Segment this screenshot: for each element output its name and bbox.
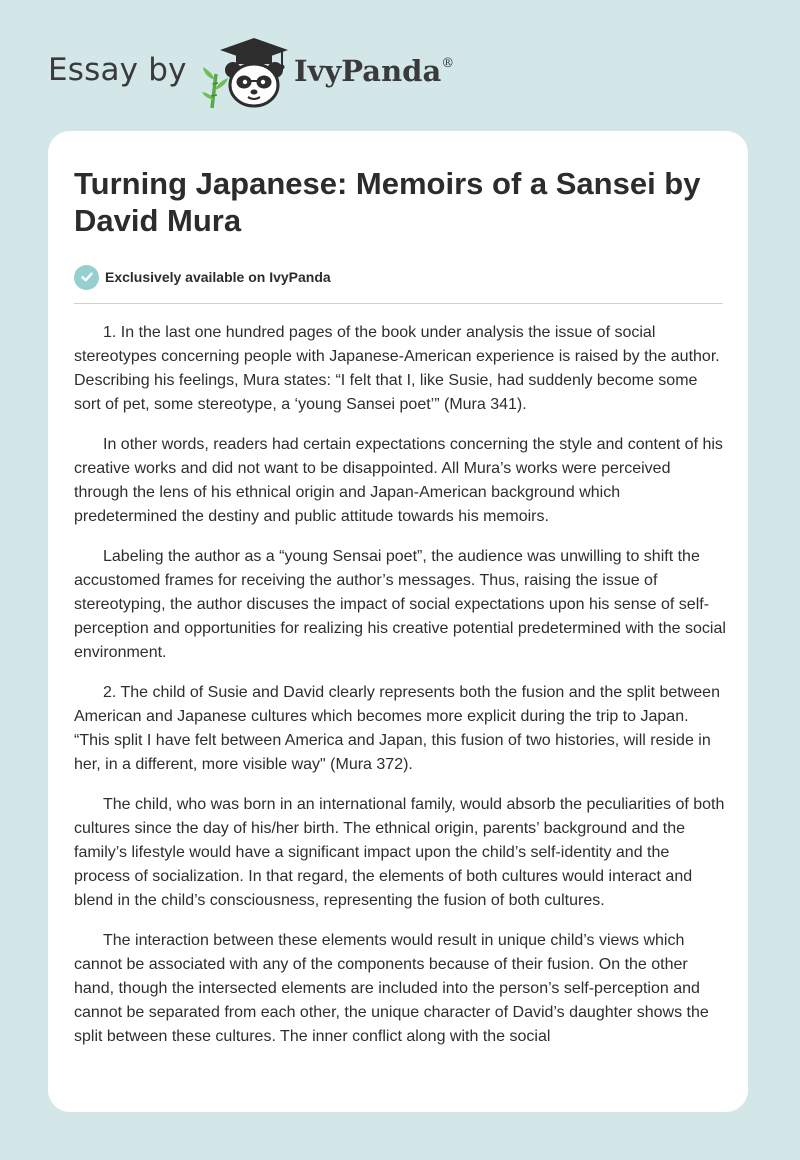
badge-text: Exclusively available on IvyPanda: [105, 269, 331, 285]
page-title: Turning Japanese: Memoirs of a Sansei by David Mura: [74, 166, 701, 238]
check-icon: [74, 265, 99, 290]
panda-graduate-icon[interactable]: [202, 34, 294, 110]
paragraph: 1. In the last one hundred pages of the book under analysis the issue of social stereotypes concerning people with Japanese-American experience is raised by the author. Describing his feelings, Mura states: “I felt that I, like Susie, had suddenly become some sort of pet, some stereotype, a ‘young Sansei poet’” (Mura 341).: [74, 324, 720, 413]
paragraph: The interaction between these elements would result in unique child’s views which cannot be associated with any of the components because of their fusion. On the other hand, though the intersected elements are included into the person’s self-perception and cannot be separated from each other, the unique character of David’s daughter shows the split between these cultures. The inner conflict along with the social: [74, 932, 709, 1045]
site-header: [48, 32, 752, 112]
brand-name[interactable]: IvyPanda®: [294, 54, 455, 88]
brand-prefix: Essay by: [48, 52, 187, 88]
exclusive-badge: [74, 264, 331, 290]
divider: [74, 303, 723, 304]
paragraph: The child, who was born in an international family, would absorb the peculiarities of both cultures since the day of his/her birth. The ethnical origin, parents’ background and the family’s lifestyle would have a significant impact upon the child’s self-identity and the process of socialization. In that regard, the elements of both cultures would interact and blend in the child’s consciousness, representing the fusion of both cultures.: [74, 796, 725, 909]
essay-body: [74, 321, 726, 1065]
paragraph: Labeling the author as a “young Sensai poet”, the audience was unwilling to shift the accustomed frames for receiving the author’s messages. Thus, raising the issue of stereotyping, the author discuses the impact of social expectations upon his sense of self-perception and opportunities for realizing his creative potential predetermined with the social environment.: [74, 548, 726, 661]
essay-card: [48, 131, 748, 1112]
paragraph: In other words, readers had certain expectations concerning the style and content of his creative works and did not want to be disappointed. All Mura’s works were perceived through the lens of his ethnical origin and Japan-American background which predetermined the destiny and public attitude towards his memoirs.: [74, 436, 723, 525]
paragraph: 2. The child of Susie and David clearly represents both the fusion and the split between American and Japanese cultures which becomes more explicit during the trip to Japan. “This split I have felt between America and Japan, this fusion of two histories, will reside in her, in a different, more visible way" (Mura 372).: [74, 684, 720, 773]
